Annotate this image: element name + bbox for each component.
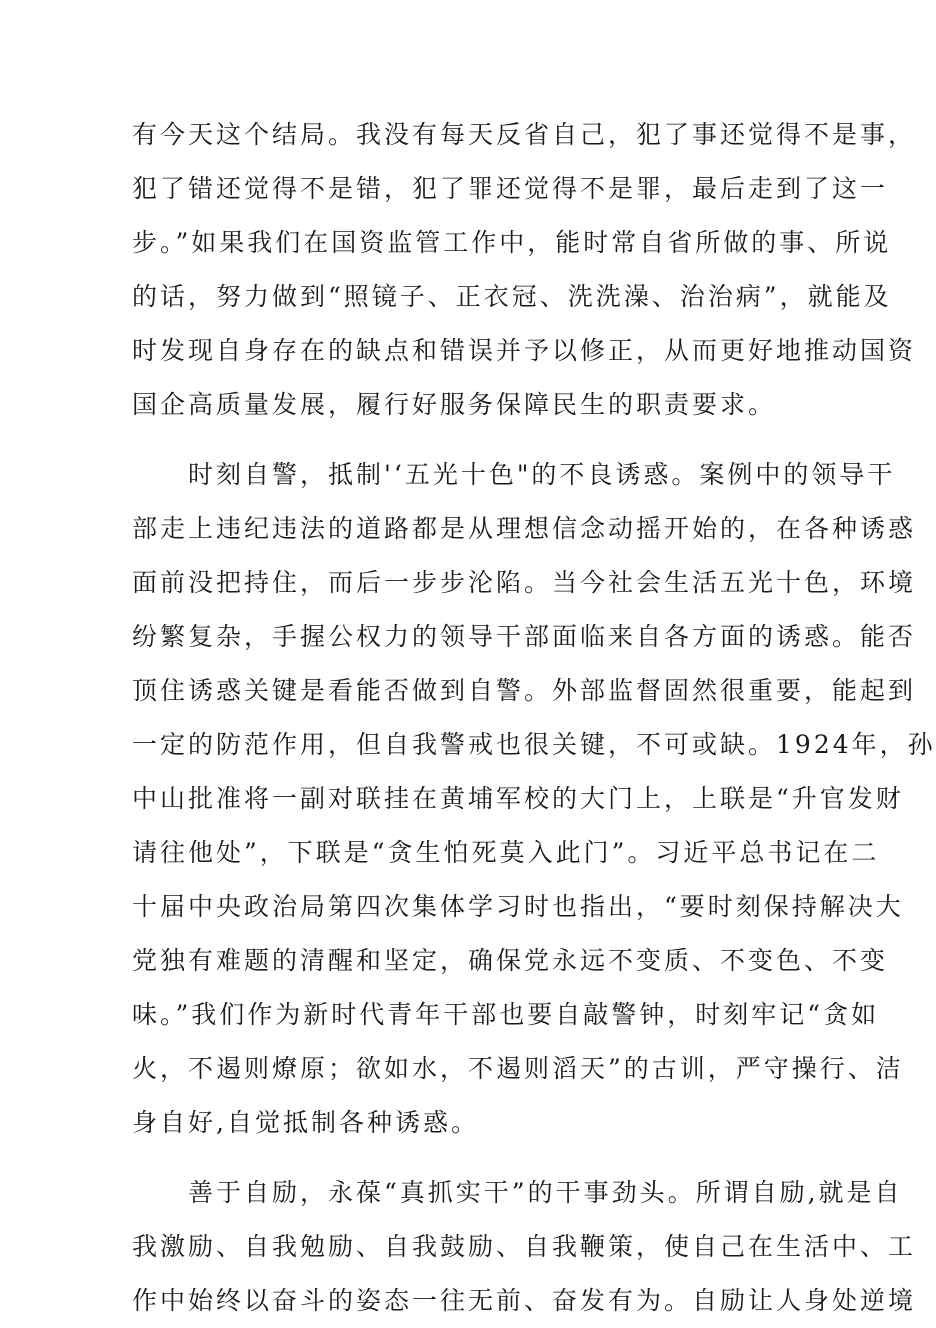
text-line: 国企高质量发展，履行好服务保障民生的职责要求。 bbox=[132, 390, 777, 419]
paragraph-1 bbox=[132, 108, 917, 432]
paragraph-2 bbox=[132, 448, 936, 1150]
text-line: 有今天这个结局。我没有每天反省自己，犯了事还觉得不是事， bbox=[132, 120, 917, 149]
text-line: 中山批准将一副对联挂在黄埔军校的大门上，上联是“升官发财 bbox=[132, 784, 904, 813]
text-line: 身自好,自觉抵制各种诱惑。 bbox=[132, 1108, 479, 1137]
text-line: 十届中央政治局第四次集体学习时也指出，“要时刻保持解决大 bbox=[132, 892, 904, 921]
paragraph-3 bbox=[132, 1166, 917, 1328]
text-line: 面前没把持住，而后一步步沦陷。当今社会生活五光十色，环境 bbox=[132, 568, 917, 597]
text-line: 作中始终以奋斗的姿态一往无前、奋发有为。自励让人身处逆境 bbox=[132, 1286, 917, 1315]
text-line: 顶住诱惑关键是看能否做到自警。外部监督固然很重要，能起到 bbox=[132, 676, 917, 705]
paragraph-spacer bbox=[132, 1150, 792, 1166]
text-line: 味。”我们作为新时代青年干部也要自敲警钟，时刻牢记“贪如 bbox=[132, 1000, 880, 1029]
paragraph-spacer bbox=[132, 432, 792, 448]
text-line: 时刻自警，抵制'‘五光十色"的不良诱惑。案例中的领导干 bbox=[132, 460, 896, 489]
text-line: 火，不遏则燎原；欲如水，不遏则滔天”的古训，严守操行、洁 bbox=[132, 1054, 904, 1083]
text-line: 步。”如果我们在国资监管工作中，能时常自省所做的事、所说 bbox=[132, 228, 892, 257]
text-line: 善于自励，永葆“真抓实干”的干事劲头。所谓自励,就是自 bbox=[132, 1178, 903, 1207]
text-line: 请往他处”，下联是“贪生怕死莫入此门”。习近平总书记在二 bbox=[132, 838, 880, 867]
text-line: 我激励、自我勉励、自我鼓励、自我鞭策，使自己在生活中、工 bbox=[132, 1232, 917, 1261]
text-line: 的话，努力做到“照镜子、正衣冠、洗洗澡、治治病”，就能及 bbox=[132, 282, 892, 311]
text-line: 一定的防范作用，但自我警戒也很关键，不可或缺。1924年，孙 bbox=[132, 730, 936, 759]
text-line: 部走上违纪违法的道路都是从理想信念动摇开始的，在各种诱惑 bbox=[132, 514, 917, 543]
text-line: 纷繁复杂，手握公权力的领导干部面临来自各方面的诱惑。能否 bbox=[132, 622, 917, 651]
document-body bbox=[132, 108, 936, 1328]
text-line: 时发现自身存在的缺点和错误并予以修正，从而更好地推动国资 bbox=[132, 336, 917, 365]
text-line: 犯了错还觉得不是错，犯了罪还觉得不是罪，最后走到了这一 bbox=[132, 174, 889, 203]
text-line: 党独有难题的清醒和坚定，确保党永远不变质、不变色、不变 bbox=[132, 946, 889, 975]
